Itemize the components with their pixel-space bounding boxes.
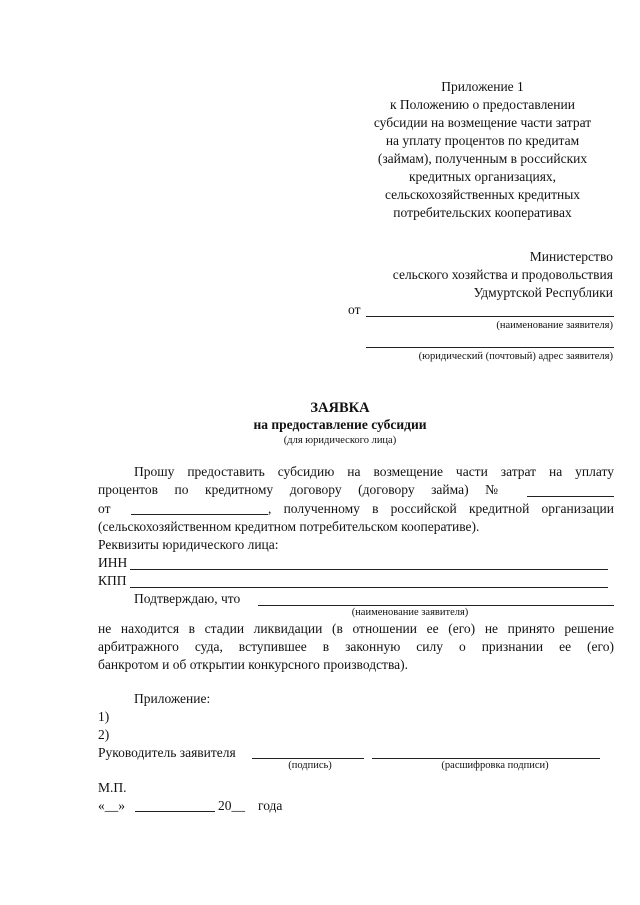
signature-caption: (подпись) [288, 760, 332, 771]
kpp-label: КПП [98, 573, 127, 588]
annex-line: кредитных организациях, [408, 169, 557, 184]
body-line: Прошу предоставить субсидию на возмещение части затрат на уплату [134, 464, 614, 479]
attachment-item: 2) [98, 727, 110, 742]
date-day: «__» [98, 798, 125, 813]
liquidation-line: банкротом и об открытии конкурсного производства). [98, 657, 409, 672]
annex-line: потребительских кооперативах [393, 205, 572, 220]
annex-header [330, 78, 635, 222]
annex-line: Приложение 1 [441, 79, 524, 94]
attachments-label: Приложение: [134, 691, 211, 706]
body-line-prefix: от [98, 501, 111, 516]
requisites-label: Реквизиты юридического лица: [98, 537, 279, 552]
addressee-line: сельского хозяйства и продовольствия [392, 267, 613, 282]
contract-date-field[interactable] [131, 514, 268, 515]
date-year-suffix: года [258, 798, 283, 813]
confirm-prefix: Подтверждаю, что [134, 591, 241, 606]
date-month-field[interactable] [135, 811, 215, 812]
annex-line: к Положению о предоставлении [390, 97, 575, 112]
title-note: (для юридического лица) [283, 435, 397, 446]
liquidation-line: арбитражного суда, вступившее в законную силу о признании ее (его) [98, 639, 614, 654]
addressee-line: Удмуртской Республики [473, 285, 613, 300]
addressee-line: Министерство [529, 249, 613, 264]
signature-decode-caption: (расшифровка подписи) [441, 760, 549, 771]
applicant-name-field[interactable] [366, 316, 614, 317]
applicant-address-caption: (юридический (почтовый) адрес заявителя) [418, 351, 613, 362]
annex-line: сельскохозяйственных кредитных [384, 187, 581, 202]
signature-label: Руководитель заявителя [98, 745, 236, 760]
annex-line: (займам), полученным в российских [377, 151, 588, 166]
inn-label: ИНН [98, 555, 128, 570]
from-prefix: от [348, 302, 361, 317]
applicant-name-caption: (наименование заявителя) [496, 320, 613, 331]
attachment-item: 1) [98, 709, 110, 724]
liquidation-line: не находится в стадии ликвидации (в отношении ее (его) не принято решение [98, 621, 614, 636]
stamp-label: М.П. [98, 780, 127, 795]
body-line-suffix: , полученному в российской кредитной организации [268, 501, 614, 516]
contract-number-field[interactable] [527, 496, 614, 497]
annex-line: субсидии на возмещение части затрат [373, 115, 592, 130]
body-line: (сельскохозяйственном кредитном потребительском кооперативе). [98, 519, 480, 534]
annex-line: на уплату процентов по кредитам [385, 133, 580, 148]
title-subtitle: на предоставление субсидии [253, 417, 427, 432]
date-year-prefix: 20__ [218, 798, 245, 813]
title-main: ЗАЯВКА [310, 400, 370, 416]
applicant-address-field[interactable] [366, 347, 614, 348]
kpp-field[interactable] [130, 587, 608, 588]
confirm-caption: (наименование заявителя) [351, 607, 469, 618]
body-line: процентов по кредитному договору (договору займа) № [98, 482, 498, 497]
inn-field[interactable] [130, 569, 608, 570]
